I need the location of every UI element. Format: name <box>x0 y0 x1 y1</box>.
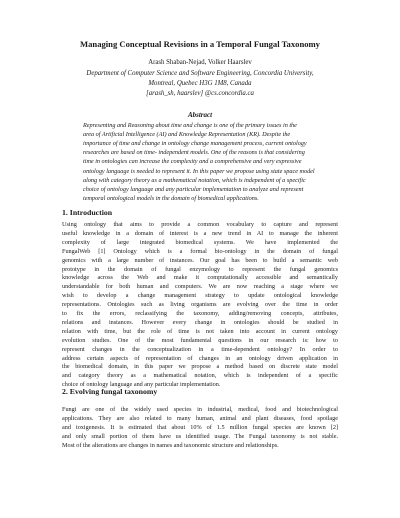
body-text-line: represent changes in the conceptualization in a time-dependent ontology? In order to <box>62 345 338 353</box>
abstract-line: importance of time and change in ontology change management process, current ontology <box>83 140 307 148</box>
abstract-line: temporal ontological models in the domain of biomedical applications. <box>83 194 259 202</box>
body-text-line: wish to develop a change management strategy to update ontological knowledge <box>62 292 338 300</box>
body-text-line: relations and instances. However every change in ontologies should be studied in <box>62 318 338 326</box>
body-text-line: Most of the alterations are changes in names and taxonomic structure and relationships. <box>62 441 279 449</box>
section-heading: 2. Evolving fungal taxonomy <box>62 387 158 396</box>
body-text-line: knowledge across the Web and make it computationally accessible and semantically <box>62 274 338 282</box>
body-text-line: address certain aspects of representation of changes in an ontology driven application in <box>62 354 338 362</box>
body-text-line: relation with time, but the role of time is not taken into account in current ontology <box>62 327 338 335</box>
body-text-line: and category theory as a mathematical notation, which is independent of a specific <box>62 372 338 380</box>
body-text-line: to fix the errors, reclassifying the taxonomy, adding/removing concepts, attributes, <box>62 310 338 317</box>
abstract-heading: Abstract <box>187 111 213 119</box>
section-heading: 1. Introduction <box>62 208 113 217</box>
paper-authors: Arash Shaban-Nejad, Volker Haarslev <box>148 59 252 66</box>
abstract-line: choice of ontology language and any particular implementation to analyze and represent <box>83 185 304 193</box>
abstract-line: area of Artificial Intelligence (AI) and Knowledge Representation (KR). Despite the <box>83 131 291 139</box>
affiliation-line: Montreal, Quebec H3G 1M8, Canada <box>148 80 252 87</box>
body-text-line: useful knowledge in a domain of interest is a new trend in AI to manage the inherent <box>62 229 338 237</box>
body-text-line: applications. They are also related to many human, animal and plant diseases, food spoilage <box>62 414 338 422</box>
body-text-line: evolution studies. One of the most fundamental questions in our research is: how to <box>62 336 338 344</box>
abstract-line: researches are based on time- independent models. One of the reasons is that considering <box>83 149 305 157</box>
body-text-line: and toxigenesis. It is estimated that about 10% of 1.5 million fungal species are known [2] <box>62 423 338 431</box>
body-text-line: Using ontology that aims to provide a common vocabulary to capture and represent <box>62 221 338 228</box>
paper-title: Managing Conceptual Revisions in a Temporal Fungal Taxonomy <box>80 39 320 49</box>
affiliation-email: [arash_sh, haarslev] @cs.concordia.ca <box>146 90 254 97</box>
body-text-line: prototype in the domain of fungal enzymology to represent the fungal genomics <box>62 265 338 273</box>
affiliation-line: Department of Computer Science and Software Engineering, Concordia University, <box>86 70 314 77</box>
abstract-line: along with category theory as a mathematical notation, which is independent of a specific <box>83 176 306 184</box>
body-text-line: complexity of large integrated biomedical systems. We have implemented the <box>62 238 338 246</box>
body-text-line: understandable for both human and computers. We are now reaching a stage where we <box>62 283 338 291</box>
body-text-line: representations. Ontologies such as living organisms are evolving over the time in order <box>62 301 338 309</box>
body-text-line: and only small portion of them have us identified usage. The Fungal taxonomy is not stable. <box>62 432 338 440</box>
body-text-line: choice of ontology language and any particular implementation. <box>62 381 221 389</box>
body-text-line: FungalWeb [1] Ontology which is a formal bio-ontology in the domain of fungal <box>62 247 338 255</box>
body-text-line: Fungi are one of the widely used species in industrial, medical, food and biotechnological <box>62 406 338 413</box>
body-text-line: the biomedical domain, in this paper we propose a method based on discrete state model <box>62 363 338 371</box>
body-text-line: genomics with a large number of instances. Our goal has been to build a semantic web <box>62 256 338 264</box>
abstract-line: Representing and Reasoning about time and change is one of the primary issues in the <box>83 122 297 129</box>
abstract-line: ontology language is needed to represent it. In this paper we propose using state space model <box>83 167 315 175</box>
abstract-line: time in ontologies can increase the complexity and a comprehensive and very expressive <box>83 158 302 166</box>
